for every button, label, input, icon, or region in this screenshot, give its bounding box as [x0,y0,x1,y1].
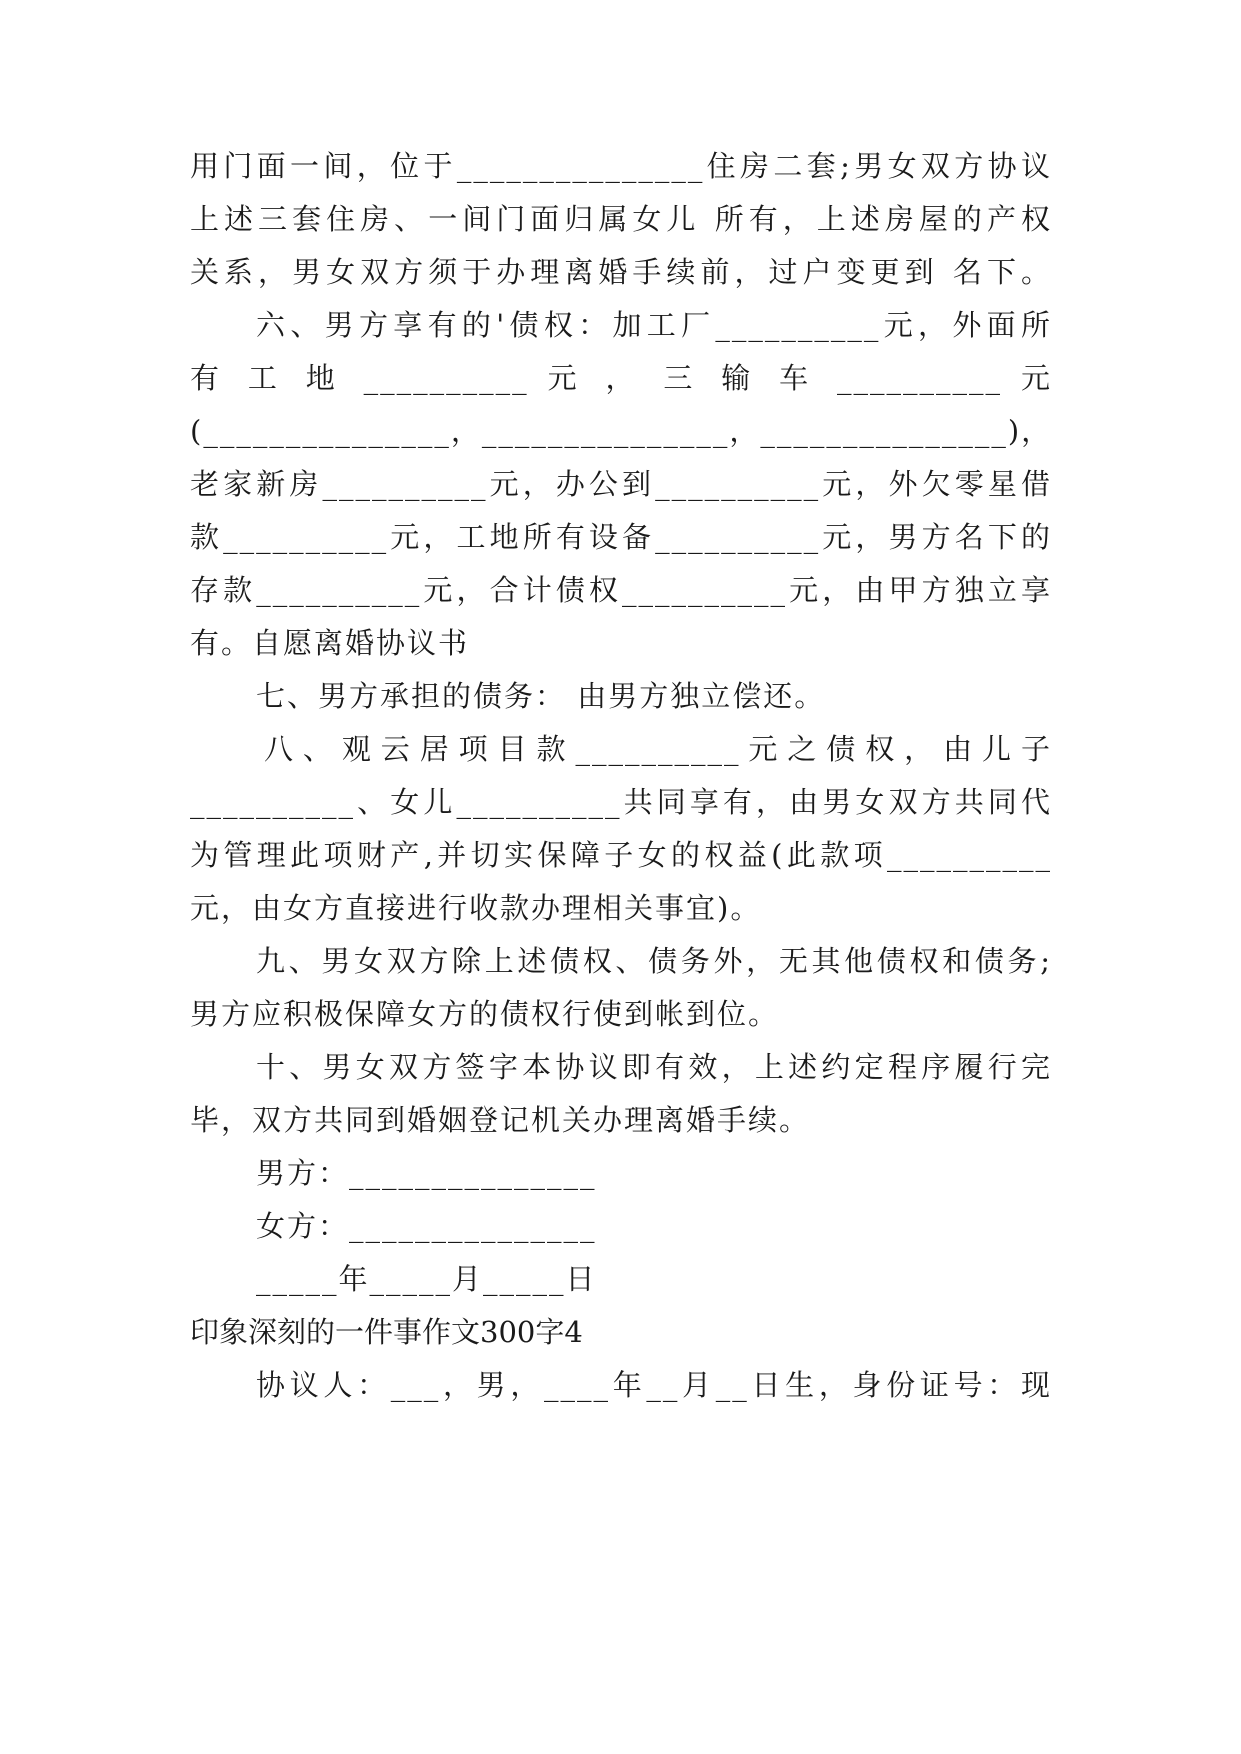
text-line: 老家新房__________元，办公到__________元，外欠零星借 [190,467,1052,501]
text-line: 上述三套住房、一间门面归属女儿 所有，上述房屋的产权 [190,202,1052,236]
date-line: _____年_____月_____日 [256,1262,597,1296]
text-line: 七、男方承担的债务： 由男方独立偿还。 [256,679,826,713]
text-line: 九、男女双方除上述债权、债务外，无其他债权和债务; [256,944,1052,978]
text-line: 男方应积极保障女方的债权行使到帐到位。 [190,997,780,1031]
section-heading: 印象深刻的一件事作文300字4 [190,1315,583,1349]
text-line: 有。自愿离婚协议书 [190,626,470,660]
text-line: 款__________元，工地所有设备__________元，男方名下的 [190,520,1052,554]
text-line: 八、观云居项目款__________元之债权，由儿子 [264,732,1052,766]
text-line: 为管理此项财产,并切实保障子女的权益(此款项__________ [190,838,1052,872]
signature-line-male: 男方：_______________ [256,1156,597,1190]
text-line: 存款__________元，合计债权__________元，由甲方独立享 [190,573,1052,607]
text-line: 协议人：___，男，____年__月__日生，身份证号：现 [256,1368,1052,1402]
text-line: __________、女儿__________共同享有，由男女双方共同代 [190,785,1052,819]
text-line: (_______________，_______________，_______________)， [190,414,1053,448]
text-line: 用门面一间，位于_______________住房二套;男女双方协议 [190,149,1052,183]
text-line: 十、男女双方签字本协议即有效，上述约定程序履行完 [256,1050,1052,1084]
text-line: 有 工 地 __________ 元 ， 三 输 车 __________ 元 [190,361,1052,395]
text-line: 六、男方享有的'债权：加工厂__________元，外面所 [256,308,1052,342]
text-line: 毕，双方共同到婚姻登记机关办理离婚手续。 [190,1103,811,1137]
text-line: 关系，男女双方须于办理离婚手续前，过户变更到 名下。 [190,255,1052,289]
signature-line-female: 女方：_______________ [256,1209,597,1243]
text-line: 元，由女方直接进行收款办理相关事宜)。 [190,891,762,925]
